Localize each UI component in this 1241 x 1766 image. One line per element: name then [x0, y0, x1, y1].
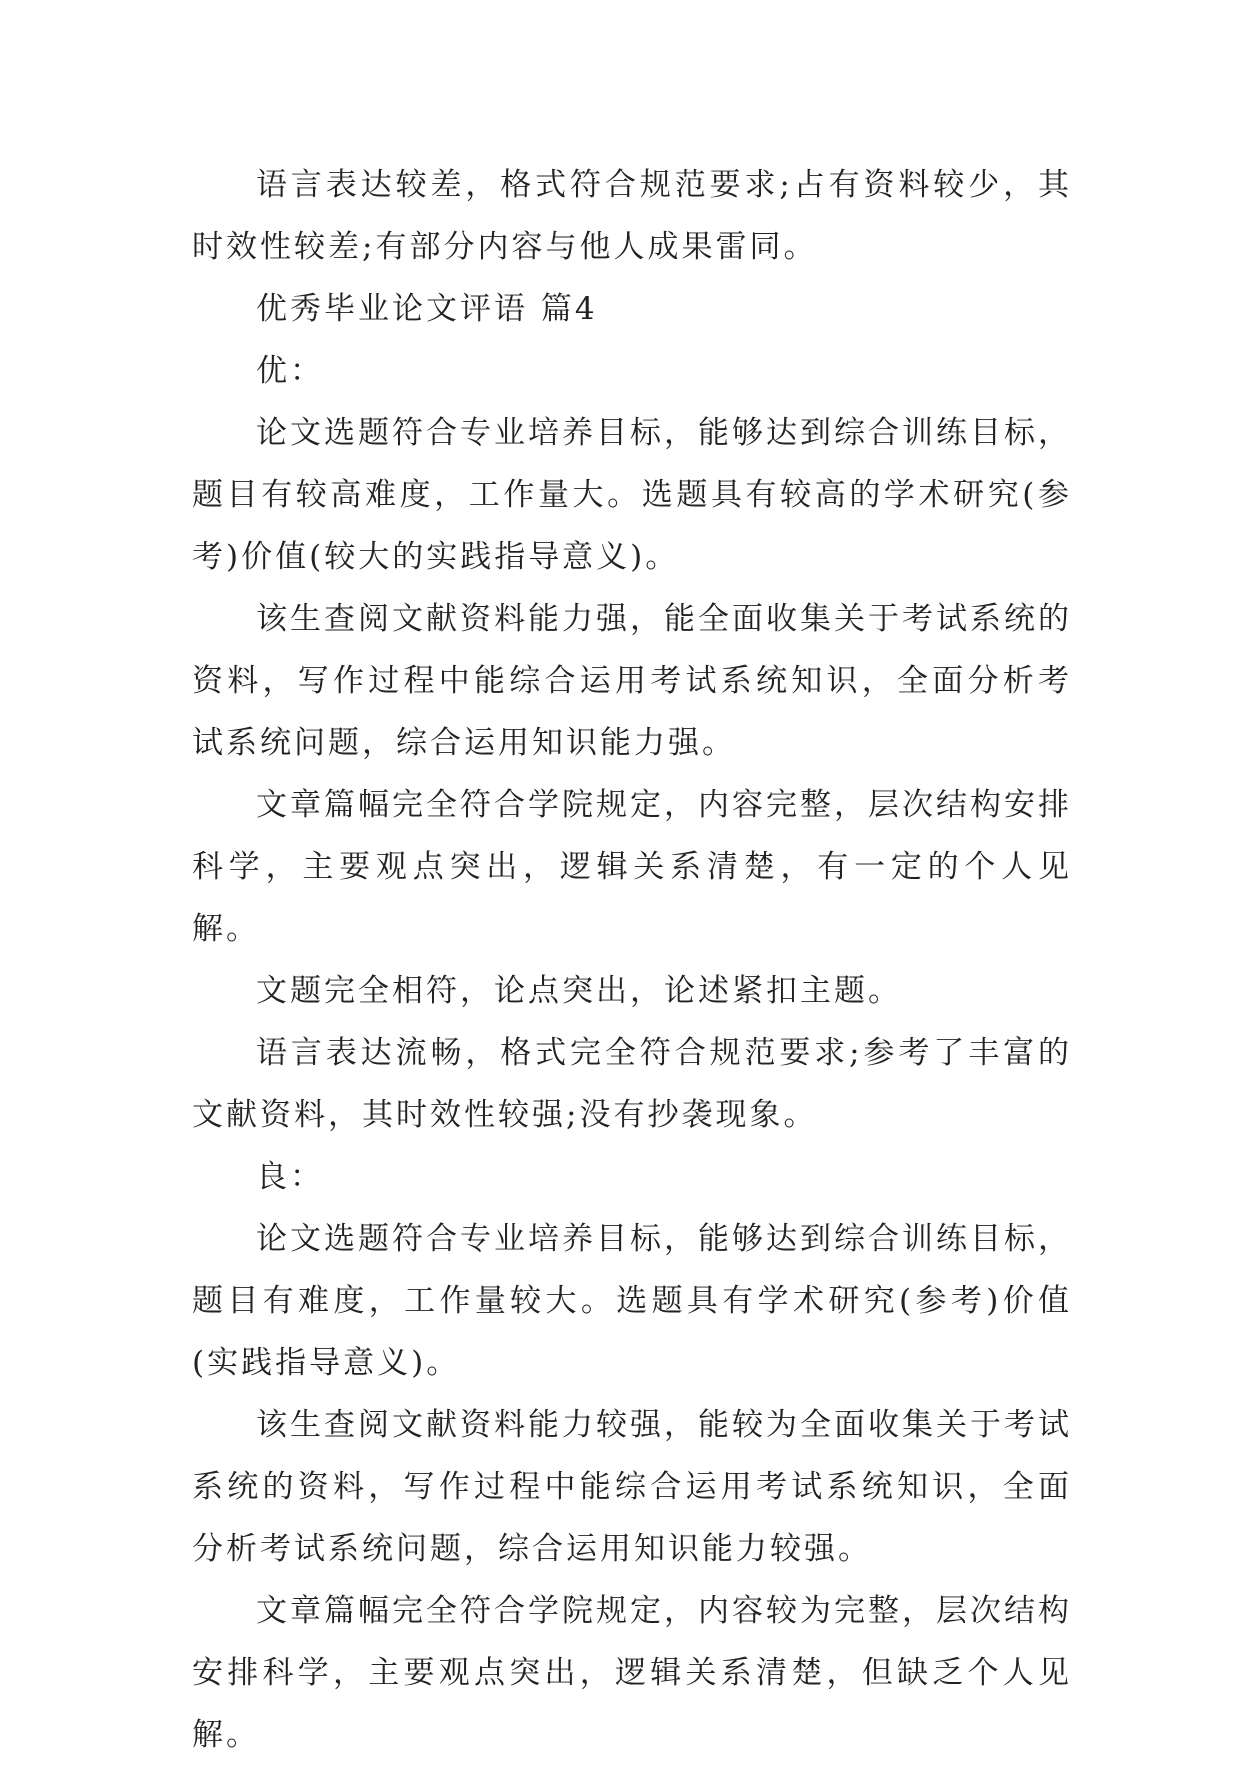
document-body — [192, 154, 1072, 1766]
paragraph-structure-excellent: 文章篇幅完全符合学院规定，内容完整，层次结构安排科学，主要观点突出，逻辑关系清楚，有一定的个人见解。 — [192, 787, 1072, 947]
paragraph-research-good: 该生查阅文献资料能力较强，能较为全面收集关于考试系统的资料，写作过程中能综合运用考试系统知识，全面分析考试系统问题，综合运用知识能力较强。 — [192, 1407, 1072, 1567]
section-heading: 优秀毕业论文评语 篇4 — [256, 291, 598, 327]
paragraph-language-excellent: 语言表达流畅，格式完全符合规范要求;参考了丰富的文献资料，其时效性较强;没有抄袭现象。 — [192, 1035, 1072, 1133]
grade-label-excellent: 优： — [256, 353, 324, 389]
paragraph-topic-excellent: 论文选题符合专业培养目标，能够达到综合训练目标，题目有较高难度，工作量大。选题具有较高的学术研究(参考)价值(较大的实践指导意义)。 — [192, 415, 1072, 575]
paragraph-relevance-excellent: 文题完全相符，论点突出，论述紧扣主题。 — [256, 973, 902, 1009]
grade-label-good: 良： — [256, 1159, 324, 1195]
paragraph-research-excellent: 该生查阅文献资料能力强，能全面收集关于考试系统的资料，写作过程中能综合运用考试系统知识，全面分析考试系统问题，综合运用知识能力强。 — [192, 601, 1072, 761]
paragraph-format-evaluation: 语言表达较差，格式符合规范要求;占有资料较少，其时效性较差;有部分内容与他人成果雷同。 — [192, 167, 1072, 265]
paragraph-topic-good: 论文选题符合专业培养目标，能够达到综合训练目标，题目有难度，工作量较大。选题具有学术研究(参考)价值(实践指导意义)。 — [192, 1221, 1072, 1381]
paragraph-structure-good: 文章篇幅完全符合学院规定，内容较为完整，层次结构安排科学，主要观点突出，逻辑关系清楚，但缺乏个人见解。 — [192, 1593, 1072, 1753]
